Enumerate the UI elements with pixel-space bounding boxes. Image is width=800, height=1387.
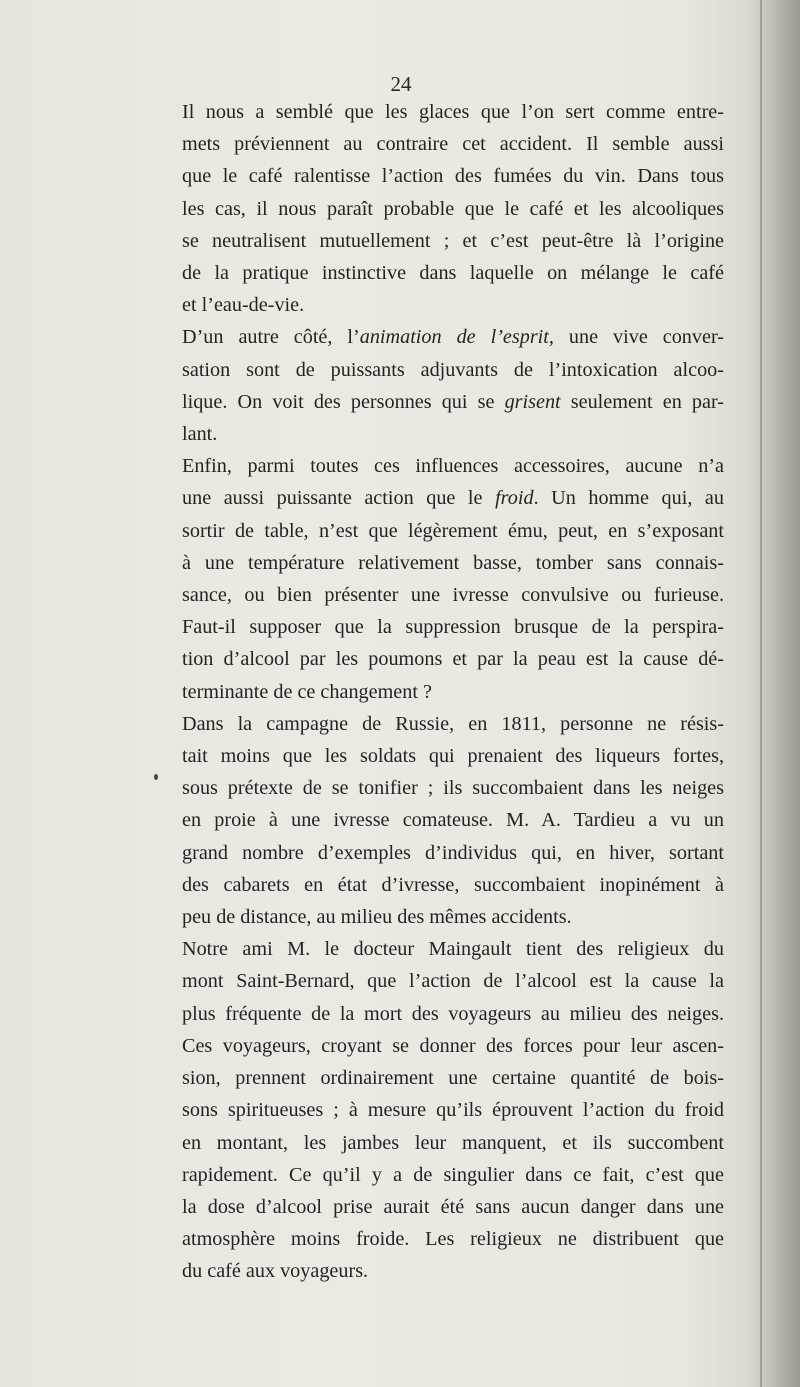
text-line — [164, 772, 724, 804]
text-run: sons spiritueuses ; à mesure qu’ils éprouvent l’action du froid — [182, 1099, 724, 1122]
text-line — [164, 193, 724, 225]
text-run: Notre ami M. le docteur Maingault tient des religieux du — [182, 938, 724, 961]
text-line — [164, 869, 724, 901]
text-run: des cabarets en état d’ivresse, succombaient inopinément à — [182, 873, 724, 896]
text-run: sous prétexte de se tonifier ; ils succombaient dans les neiges — [182, 777, 724, 800]
book-gutter-shadow — [748, 0, 800, 1387]
text-run: lique. On voit des personnes qui se — [182, 390, 505, 413]
text-line — [164, 1191, 724, 1223]
paragraph — [164, 96, 724, 321]
text-line — [164, 321, 724, 353]
text-run: peu de distance, au milieu des mêmes accidents. — [182, 906, 572, 929]
text-run: tion d’alcool par les poumons et par la peau est la cause dé- — [182, 648, 724, 671]
paragraph — [164, 933, 724, 1287]
text-line — [164, 579, 724, 611]
text-line — [164, 128, 724, 160]
text-line — [164, 740, 724, 772]
text-line — [164, 837, 724, 869]
italic-phrase: froid — [495, 487, 534, 510]
text-run: , une vive conver- — [548, 326, 724, 349]
text-line — [164, 289, 724, 321]
text-run: et l’eau-de-vie. — [182, 294, 305, 317]
text-line — [164, 643, 724, 675]
text-line — [164, 1223, 724, 1255]
italic-phrase: grisent — [504, 390, 561, 413]
text-run: mont Saint-Bernard, que l’action de l’alcool est la cause la — [182, 970, 724, 993]
text-run: en proie à une ivresse comateuse. M. A. Tardieu a vu un — [182, 809, 724, 832]
text-run: plus fréquente de la mort des voyageurs au milieu des neiges. — [182, 1002, 724, 1025]
text-run: sation sont de puissants adjuvants de l’intoxication alcoo- — [182, 358, 724, 381]
text-line — [164, 1127, 724, 1159]
text-line — [164, 386, 724, 418]
text-run: sortir de table, n’est que légèrement ému, peut, en s’exposant — [182, 519, 724, 542]
text-line — [164, 933, 724, 965]
text-run: mets préviennent au contraire cet accident. Il semble aussi — [182, 133, 724, 156]
text-run: se neutralisent mutuellement ; et c’est peut-être là l’origine — [182, 229, 724, 252]
text-run: en montant, les jambes leur manquent, et ils succombent — [182, 1131, 724, 1154]
text-line — [164, 901, 724, 933]
text-line — [164, 225, 724, 257]
text-line — [164, 1159, 724, 1191]
body-text — [164, 96, 724, 1288]
text-line — [164, 998, 724, 1030]
text-run: que le café ralentisse l’action des fumées du vin. Dans tous — [182, 165, 724, 188]
text-run: sion, prennent ordinairement une certaine quantité de bois- — [182, 1067, 724, 1090]
text-run: une aussi puissante action que le — [182, 487, 496, 510]
text-line — [164, 547, 724, 579]
text-line — [164, 1062, 724, 1094]
text-run: D’un autre côté, l’ — [182, 326, 360, 349]
text-run: de la pratique instinctive dans laquelle on mélange le café — [182, 262, 724, 285]
paragraph — [164, 450, 724, 708]
paragraph — [164, 321, 724, 450]
text-line — [164, 1030, 724, 1062]
text-run: lant. — [182, 423, 218, 446]
text-line — [164, 515, 724, 547]
text-run: rapidement. Ce qu’il y a de singulier dans ce fait, c’est que — [182, 1163, 724, 1186]
text-line — [164, 96, 724, 128]
text-run: grand nombre d’exemples d’individus qui, en hiver, sortant — [182, 841, 724, 864]
text-run: du café aux voyageurs. — [182, 1260, 369, 1283]
italic-phrase: animation de l’esprit — [359, 326, 549, 349]
page-edge-line — [760, 0, 762, 1387]
text-line — [164, 965, 724, 997]
text-run: Ces voyageurs, croyant se donner des forces pour leur ascen- — [182, 1034, 724, 1057]
text-line — [164, 482, 724, 514]
text-run: Dans la campagne de Russie, en 1811, personne ne résis- — [182, 712, 724, 735]
page-number: 24 — [390, 72, 412, 96]
text-run: . Un homme qui, au — [533, 487, 724, 510]
text-run: tait moins que les soldats qui prenaient des liqueurs fortes, — [182, 745, 724, 768]
text-line — [164, 804, 724, 836]
ink-speck — [154, 774, 158, 780]
text-run: Il nous a semblé que les glaces que l’on sert comme entre- — [182, 101, 724, 123]
text-run: la dose d’alcool prise aurait été sans aucun danger dans une — [182, 1195, 724, 1218]
text-run: sance, ou bien présenter une ivresse convulsive ou furieuse. — [182, 584, 724, 607]
text-run: terminante de ce changement ? — [182, 680, 432, 703]
text-run: les cas, il nous paraît probable que le café et les alcooliques — [182, 197, 724, 220]
text-line — [164, 611, 724, 643]
text-run: Faut-il supposer que la suppression brusque de la perspira- — [182, 616, 724, 639]
text-line — [164, 354, 724, 386]
text-run: atmosphère moins froide. Les religieux ne distribuent que — [182, 1228, 724, 1251]
text-line — [164, 676, 724, 708]
paragraph — [164, 708, 724, 933]
text-line — [164, 450, 724, 482]
text-line — [164, 1094, 724, 1126]
text-line — [164, 418, 724, 450]
text-line — [164, 160, 724, 192]
text-run: Enfin, parmi toutes ces influences accessoires, aucune n’a — [182, 455, 724, 478]
text-run: seulement en par- — [560, 390, 725, 413]
text-run: à une température relativement basse, tomber sans connais- — [182, 551, 724, 574]
text-line — [164, 257, 724, 289]
text-line — [164, 1255, 724, 1287]
text-line — [164, 708, 724, 740]
